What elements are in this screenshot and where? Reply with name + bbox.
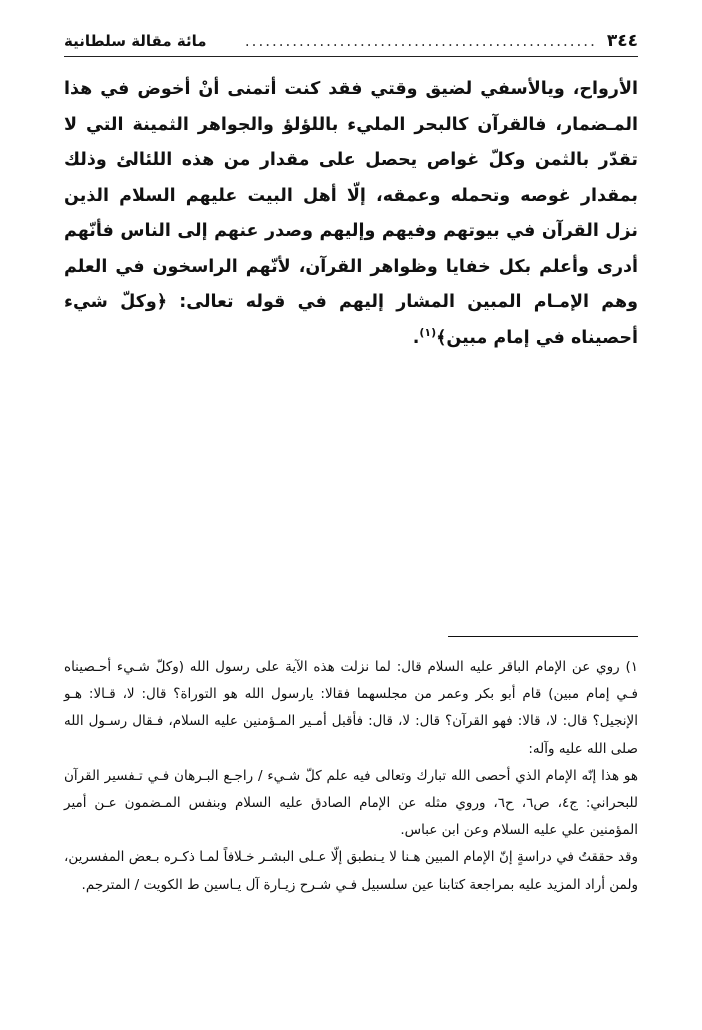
footnotes-block [64, 654, 638, 899]
header-dot-leader: .................................................... [244, 32, 597, 50]
page-number: ٣٤٤ [606, 31, 638, 51]
footnote-paragraph-1: ١) روي عن الإمام الباقر عليه السلام قال: لما نزلت هذه الآية على رسول الله (وكلّ شـيء أحـصيناه فـي إمام مبين) قام أبو بكر وعمر من مجلسهما فقالا: يارسول الله هو التوراة؟ قال: لا، قـالا: هـو الإنجيل؟ قال: لا، قالا: فهو القرآن؟ قال: لا، قال: فأقبل أمـير المـؤمنين عليه السلام، فـقال رسـول الله صلى الله عليه وآله: [64, 659, 638, 757]
footnote-paragraph-3: وقد حققتُ في دراسةٍ إنّ الإمام المبين هـنا لا يـنطبق إلّا عـلى البشـر خـلافاً لمـا ذكـره بـعض المفسرين، ولمن أراد المزيد عليه بمراجعة كتابنا عين سلسبيل فـي شـرح زيـارة آل يـاسين ط الكويت / المترجم. [64, 849, 638, 893]
footnote-reference[interactable]: (١) [419, 325, 437, 339]
main-text-block [64, 72, 638, 356]
paragraph-end-mark: . [412, 327, 420, 348]
main-paragraph-text: الأرواح، ويالأسفي لضيق وقتي فقد كنت أتمنى أنْ أخوض في هذا المـضمار، فالقرآن كالبحر المليء باللؤلؤ والجواهر الثمينة التي لا تقدّر بالثمن وكلّ غواص يحصل على مقدار من هذه اللئالئ وذلك بمقدار غوصه وتحمله وعمقه، إلّا أهل البيت عليهم السلام الذين نزل القرآن في بيوتهم وفيهم وإليهم وصدر عنهم إلى الناس فأنّهم أدرى وأعلم بكل خفايا وظواهر القرآن، لأنّهم الراسخون في العلم وهم الإمـام المبين المشار إليهم في قوله تعالى: ﴿وكلّ شيء أحصيناه في إمام مبين﴾ [64, 79, 638, 348]
page-header [64, 26, 638, 57]
running-title: مائة مقالة سلطانية [64, 32, 207, 50]
main-paragraph [64, 72, 638, 356]
footnote-separator [448, 636, 638, 637]
footnote-paragraph-2: هو هذا إنّه الإمام الذي أحصى الله تبارك وتعالى فيه علم كلّ شـيء / راجـع البـرهان فـي تـفسير القرآن للبحراني: ج٤، ص٦، ح٦، وروي مثله عن الإمام الصادق عليه السلام وبنفس المـضمون عـن أمير المؤمنين علي عليه السلام وعن ابن عباس. [64, 767, 638, 839]
